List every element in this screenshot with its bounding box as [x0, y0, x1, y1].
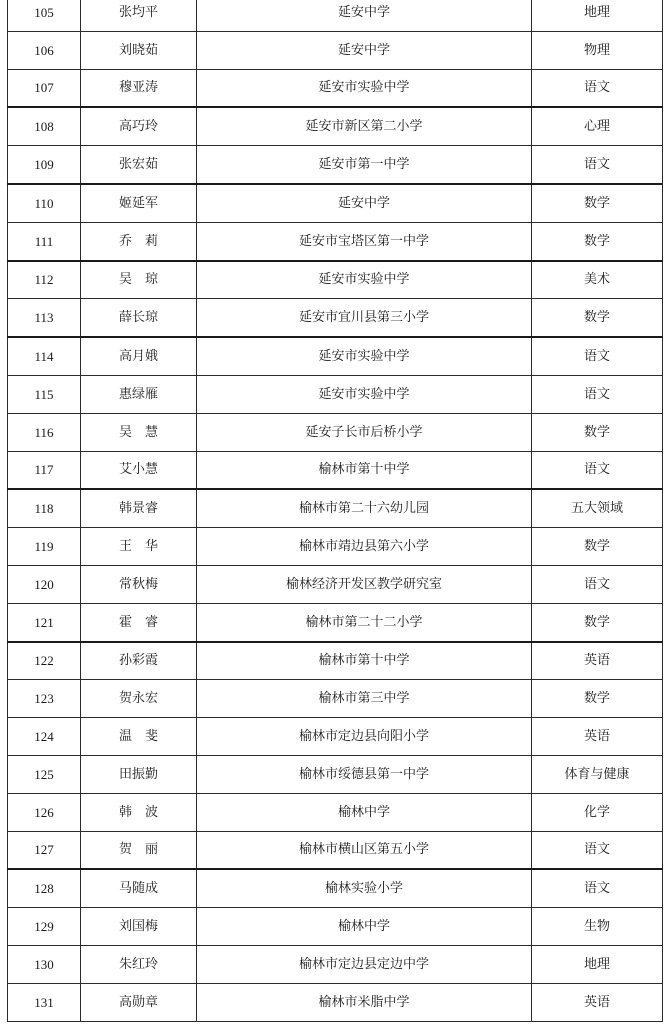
table-body — [8, 0, 663, 1021]
cell-name: 刘晓茹 — [81, 31, 197, 69]
cell-number: 108 — [8, 107, 81, 145]
cell-name: 高巧玲 — [81, 107, 197, 145]
cell-school: 延安市第一中学 — [197, 146, 532, 184]
table-row — [8, 451, 663, 489]
cell-subject: 语文 — [532, 337, 663, 375]
cell-number: 118 — [8, 489, 81, 527]
cell-number: 112 — [8, 261, 81, 299]
cell-school: 延安市宝塔区第一中学 — [197, 222, 532, 260]
table-row — [8, 375, 663, 413]
table-row — [8, 489, 663, 527]
table-row — [8, 31, 663, 69]
cell-subject: 语文 — [532, 451, 663, 489]
cell-number: 106 — [8, 31, 81, 69]
cell-name: 刘国梅 — [81, 908, 197, 946]
cell-name: 霍 睿 — [81, 603, 197, 641]
table-row — [8, 680, 663, 718]
cell-subject: 心理 — [532, 107, 663, 145]
cell-number: 124 — [8, 718, 81, 756]
cell-subject: 语文 — [532, 69, 663, 107]
cell-name: 姬延军 — [81, 184, 197, 222]
cell-number: 128 — [8, 869, 81, 907]
cell-subject: 数学 — [532, 184, 663, 222]
table-container — [7, 0, 662, 1022]
cell-number: 125 — [8, 755, 81, 793]
cell-subject: 化学 — [532, 793, 663, 831]
cell-school: 榆林市第二十二小学 — [197, 603, 532, 641]
table-row — [8, 337, 663, 375]
cell-subject: 英语 — [532, 983, 663, 1021]
table-row — [8, 642, 663, 680]
cell-subject: 数学 — [532, 528, 663, 566]
cell-school: 榆林市第十中学 — [197, 451, 532, 489]
cell-name: 穆亚涛 — [81, 69, 197, 107]
table-row — [8, 565, 663, 603]
cell-subject: 语文 — [532, 869, 663, 907]
cell-school: 延安市实验中学 — [197, 261, 532, 299]
cell-number: 105 — [8, 0, 81, 31]
cell-subject: 生物 — [532, 908, 663, 946]
cell-name: 吴 琼 — [81, 261, 197, 299]
cell-number: 107 — [8, 69, 81, 107]
table-row — [8, 603, 663, 641]
cell-school: 榆林实验小学 — [197, 869, 532, 907]
cell-subject: 地理 — [532, 945, 663, 983]
cell-name: 韩 波 — [81, 793, 197, 831]
table-row — [8, 983, 663, 1021]
cell-subject: 五大领域 — [532, 489, 663, 527]
cell-subject: 语文 — [532, 146, 663, 184]
cell-school: 延安市宜川县第三小学 — [197, 299, 532, 337]
cell-subject: 美术 — [532, 261, 663, 299]
table-row — [8, 528, 663, 566]
cell-school: 榆林中学 — [197, 793, 532, 831]
cell-number: 115 — [8, 375, 81, 413]
cell-school: 榆林市靖边县第六小学 — [197, 528, 532, 566]
cell-name: 马随成 — [81, 869, 197, 907]
cell-number: 113 — [8, 299, 81, 337]
cell-number: 126 — [8, 793, 81, 831]
cell-name: 韩景睿 — [81, 489, 197, 527]
cell-subject: 体育与健康 — [532, 755, 663, 793]
cell-school: 榆林中学 — [197, 908, 532, 946]
cell-number: 116 — [8, 413, 81, 451]
cell-number: 109 — [8, 146, 81, 184]
cell-name: 温 斐 — [81, 718, 197, 756]
cell-number: 114 — [8, 337, 81, 375]
cell-school: 榆林市横山区第五小学 — [197, 831, 532, 869]
cell-number: 119 — [8, 528, 81, 566]
cell-school: 榆林市第十中学 — [197, 642, 532, 680]
cell-school: 榆林市绥德县第一中学 — [197, 755, 532, 793]
cell-number: 120 — [8, 565, 81, 603]
cell-name: 王 华 — [81, 528, 197, 566]
cell-subject: 数学 — [532, 680, 663, 718]
cell-name: 田振勤 — [81, 755, 197, 793]
cell-subject: 数学 — [532, 603, 663, 641]
cell-number: 117 — [8, 451, 81, 489]
cell-name: 张宏茹 — [81, 146, 197, 184]
table-row — [8, 718, 663, 756]
table-row — [8, 413, 663, 451]
cell-school: 榆林市第三中学 — [197, 680, 532, 718]
table-row — [8, 184, 663, 222]
cell-subject: 数学 — [532, 413, 663, 451]
cell-subject: 物理 — [532, 31, 663, 69]
table-row — [8, 945, 663, 983]
cell-school: 延安中学 — [197, 0, 532, 31]
table-row — [8, 299, 663, 337]
table-row — [8, 107, 663, 145]
cell-name: 高勋章 — [81, 983, 197, 1021]
cell-school: 延安市实验中学 — [197, 69, 532, 107]
table-row — [8, 869, 663, 907]
cell-name: 贺 丽 — [81, 831, 197, 869]
cell-number: 131 — [8, 983, 81, 1021]
cell-subject: 英语 — [532, 642, 663, 680]
table-row — [8, 0, 663, 31]
cell-subject: 语文 — [532, 831, 663, 869]
cell-number: 127 — [8, 831, 81, 869]
cell-number: 121 — [8, 603, 81, 641]
table-row — [8, 261, 663, 299]
cell-name: 薛长琼 — [81, 299, 197, 337]
cell-name: 张均平 — [81, 0, 197, 31]
table-row — [8, 755, 663, 793]
cell-school: 榆林市定边县定边中学 — [197, 945, 532, 983]
cell-school: 延安市实验中学 — [197, 337, 532, 375]
cell-number: 111 — [8, 222, 81, 260]
cell-school: 榆林市米脂中学 — [197, 983, 532, 1021]
cell-number: 122 — [8, 642, 81, 680]
cell-school: 延安中学 — [197, 184, 532, 222]
cell-name: 孙彩霞 — [81, 642, 197, 680]
table-row — [8, 908, 663, 946]
table-row — [8, 222, 663, 260]
cell-school: 延安市实验中学 — [197, 375, 532, 413]
cell-school: 延安市新区第二小学 — [197, 107, 532, 145]
cell-subject: 数学 — [532, 222, 663, 260]
table-row — [8, 146, 663, 184]
cell-name: 贺永宏 — [81, 680, 197, 718]
table-row — [8, 69, 663, 107]
cell-subject: 地理 — [532, 0, 663, 31]
cell-school: 延安子长市后桥小学 — [197, 413, 532, 451]
cell-subject: 数学 — [532, 299, 663, 337]
cell-school: 榆林市第二十六幼儿园 — [197, 489, 532, 527]
cell-name: 艾小慧 — [81, 451, 197, 489]
cell-name: 乔 莉 — [81, 222, 197, 260]
table-row — [8, 793, 663, 831]
cell-school: 榆林经济开发区教学研究室 — [197, 565, 532, 603]
cell-number: 123 — [8, 680, 81, 718]
teacher-list-table — [7, 0, 663, 1022]
cell-name: 高月娥 — [81, 337, 197, 375]
cell-subject: 英语 — [532, 718, 663, 756]
cell-subject: 语文 — [532, 375, 663, 413]
cell-subject: 语文 — [532, 565, 663, 603]
cell-name: 惠绿雁 — [81, 375, 197, 413]
cell-number: 130 — [8, 945, 81, 983]
cell-number: 129 — [8, 908, 81, 946]
cell-name: 朱红玲 — [81, 945, 197, 983]
cell-school: 榆林市定边县向阳小学 — [197, 718, 532, 756]
cell-school: 延安中学 — [197, 31, 532, 69]
cell-name: 常秋梅 — [81, 565, 197, 603]
cell-name: 吴 慧 — [81, 413, 197, 451]
cell-number: 110 — [8, 184, 81, 222]
table-row — [8, 831, 663, 869]
